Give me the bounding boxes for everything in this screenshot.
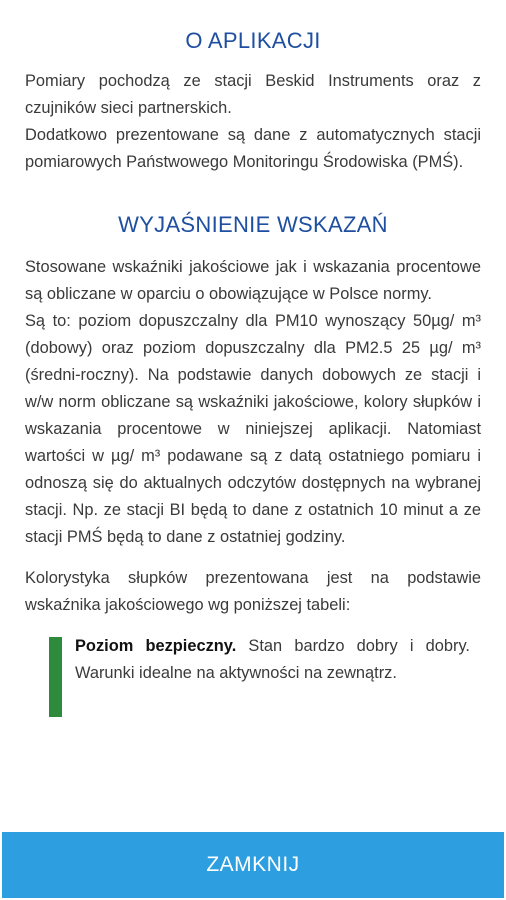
legend-description: Stan bardzo dobry i dobry. Warunki idealne na aktywności na zewnątrz.	[75, 637, 470, 682]
close-button[interactable]: ZAMKNIJ	[2, 832, 504, 898]
explanation-paragraph-3: Kolorystyka słupków prezentowana jest na podstawie wskaźnika jakościowego wg poniższej tabeli:	[25, 569, 481, 614]
explanation-paragraph-2: Są to: poziom dopuszczalny dla PM10 wynoszący 50µg/ m³ (dobowy) oraz poziom dopuszczalny dla PM2.5 25 µg/ m³ (średni-roczny). Na podstawie danych dobowych ze stacji i w/w norm obliczane są wskaźniki jakościowe, kolory słupków i wskazania procentowe w niniejszej aplikacji. Natomiast wartości w µg/ m³ podawane są z datą ostatniego pomiaru i odnoszą się do aktualnych odczytów dostępnych na wybranej stacji. Np. ze stacji BI będą to dane z ostatnich 10 minut a ze stacji PMŚ będą to dane z ostatniej godziny.	[25, 312, 481, 546]
explanation-title: WYJAŚNIENIE WSKAZAŃ	[118, 212, 388, 237]
about-title: O APLIKACJI	[185, 28, 321, 53]
legend-color-bar	[49, 637, 62, 717]
about-paragraph-2: Dodatkowo prezentowane są dane z automatycznych stacji pomiarowych Państwowego Monitoringu Środowiska (PMŚ).	[25, 126, 481, 171]
legend-text	[62, 633, 470, 717]
explanation-paragraph-1: Stosowane wskaźniki jakościowe jak i wskazania procentowe są obliczane w oparciu o obowiązujące w Polsce normy.	[25, 258, 481, 303]
about-paragraph-1: Pomiary pochodzą ze stacji Beskid Instruments oraz z czujników sieci partnerskich.	[25, 72, 481, 117]
legend-label: Poziom bezpieczny.	[75, 637, 237, 655]
legend-item-safe	[49, 633, 481, 717]
